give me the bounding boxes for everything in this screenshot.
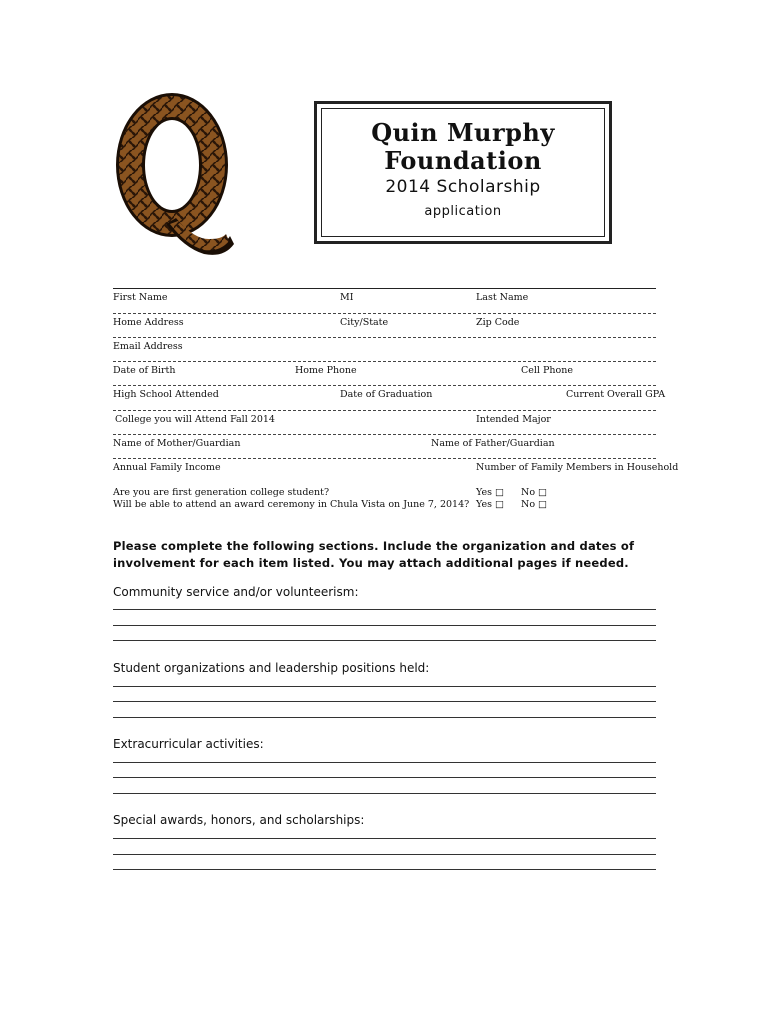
first-generation-question: Are you are first generation college student?	[113, 487, 330, 498]
extracurricular-answer-line[interactable]	[113, 762, 656, 763]
organizations-answer-line[interactable]	[113, 717, 656, 718]
date-of-birth-label: Date of Birth	[113, 365, 176, 376]
form-line	[113, 313, 656, 314]
first-name-label: First Name	[113, 292, 168, 303]
city-state-label: City/State	[340, 317, 389, 328]
awards-answer-line[interactable]	[113, 869, 656, 870]
college-label: College you will Attend Fall 2014	[115, 414, 275, 425]
form-line	[113, 385, 656, 386]
high-school-label: High School Attended	[113, 389, 219, 400]
zip-code-label: Zip Code	[476, 317, 520, 328]
title-box	[314, 101, 612, 244]
first-generation-yes-checkbox[interactable]: Yes □	[476, 487, 504, 498]
organizations-answer-line[interactable]	[113, 701, 656, 702]
subtitle-line1: 2014 Scholarship	[385, 177, 541, 197]
home-address-label: Home Address	[113, 317, 184, 328]
foundation-logo	[114, 90, 236, 260]
intended-major-label: Intended Major	[476, 414, 551, 425]
mi-label: MI	[340, 292, 354, 303]
mother-guardian-label: Name of Mother/Guardian	[113, 438, 241, 449]
org-name-line1: Quin Murphy	[371, 118, 555, 147]
family-income-label: Annual Family Income	[113, 462, 221, 473]
form-line	[113, 288, 656, 289]
first-generation-no-checkbox[interactable]: No □	[521, 487, 548, 498]
award-ceremony-no-checkbox[interactable]: No □	[521, 499, 548, 510]
extracurricular-answer-line[interactable]	[113, 793, 656, 794]
cell-phone-label: Cell Phone	[521, 365, 573, 376]
form-line	[113, 337, 656, 338]
awards-answer-line[interactable]	[113, 838, 656, 839]
organizations-answer-line[interactable]	[113, 686, 656, 687]
community-answer-line[interactable]	[113, 609, 656, 610]
student-organizations-heading: Student organizations and leadership positions held:	[113, 661, 430, 675]
father-guardian-label: Name of Father/Guardian	[431, 438, 555, 449]
email-address-label: Email Address	[113, 341, 183, 352]
org-name-line2: Foundation	[384, 146, 542, 175]
extracurricular-heading: Extracurricular activities:	[113, 737, 264, 751]
last-name-label: Last Name	[476, 292, 529, 303]
awards-answer-line[interactable]	[113, 854, 656, 855]
date-of-graduation-label: Date of Graduation	[340, 389, 433, 400]
current-gpa-label: Current Overall GPA	[566, 389, 666, 400]
special-awards-heading: Special awards, honors, and scholarships:	[113, 813, 365, 827]
subtitle-line2: application	[424, 204, 502, 219]
community-service-heading: Community service and/or volunteerism:	[113, 585, 359, 599]
form-line	[113, 434, 656, 435]
family-members-label: Number of Family Members in Household	[476, 462, 679, 473]
instructions-text: Please complete the following sections. Include the organization and dates of involvement for each item listed. You may attach additional pages if needed.	[113, 539, 635, 570]
form-line	[113, 361, 656, 362]
celtic-q-logo-icon	[114, 90, 236, 260]
community-answer-line[interactable]	[113, 640, 656, 641]
form-line	[113, 458, 656, 459]
home-phone-label: Home Phone	[295, 365, 357, 376]
award-ceremony-question: Will be able to attend an award ceremony in Chula Vista on June 7, 2014?	[113, 499, 470, 510]
extracurricular-answer-line[interactable]	[113, 777, 656, 778]
form-line	[113, 410, 656, 411]
community-answer-line[interactable]	[113, 625, 656, 626]
award-ceremony-yes-checkbox[interactable]: Yes □	[476, 499, 504, 510]
